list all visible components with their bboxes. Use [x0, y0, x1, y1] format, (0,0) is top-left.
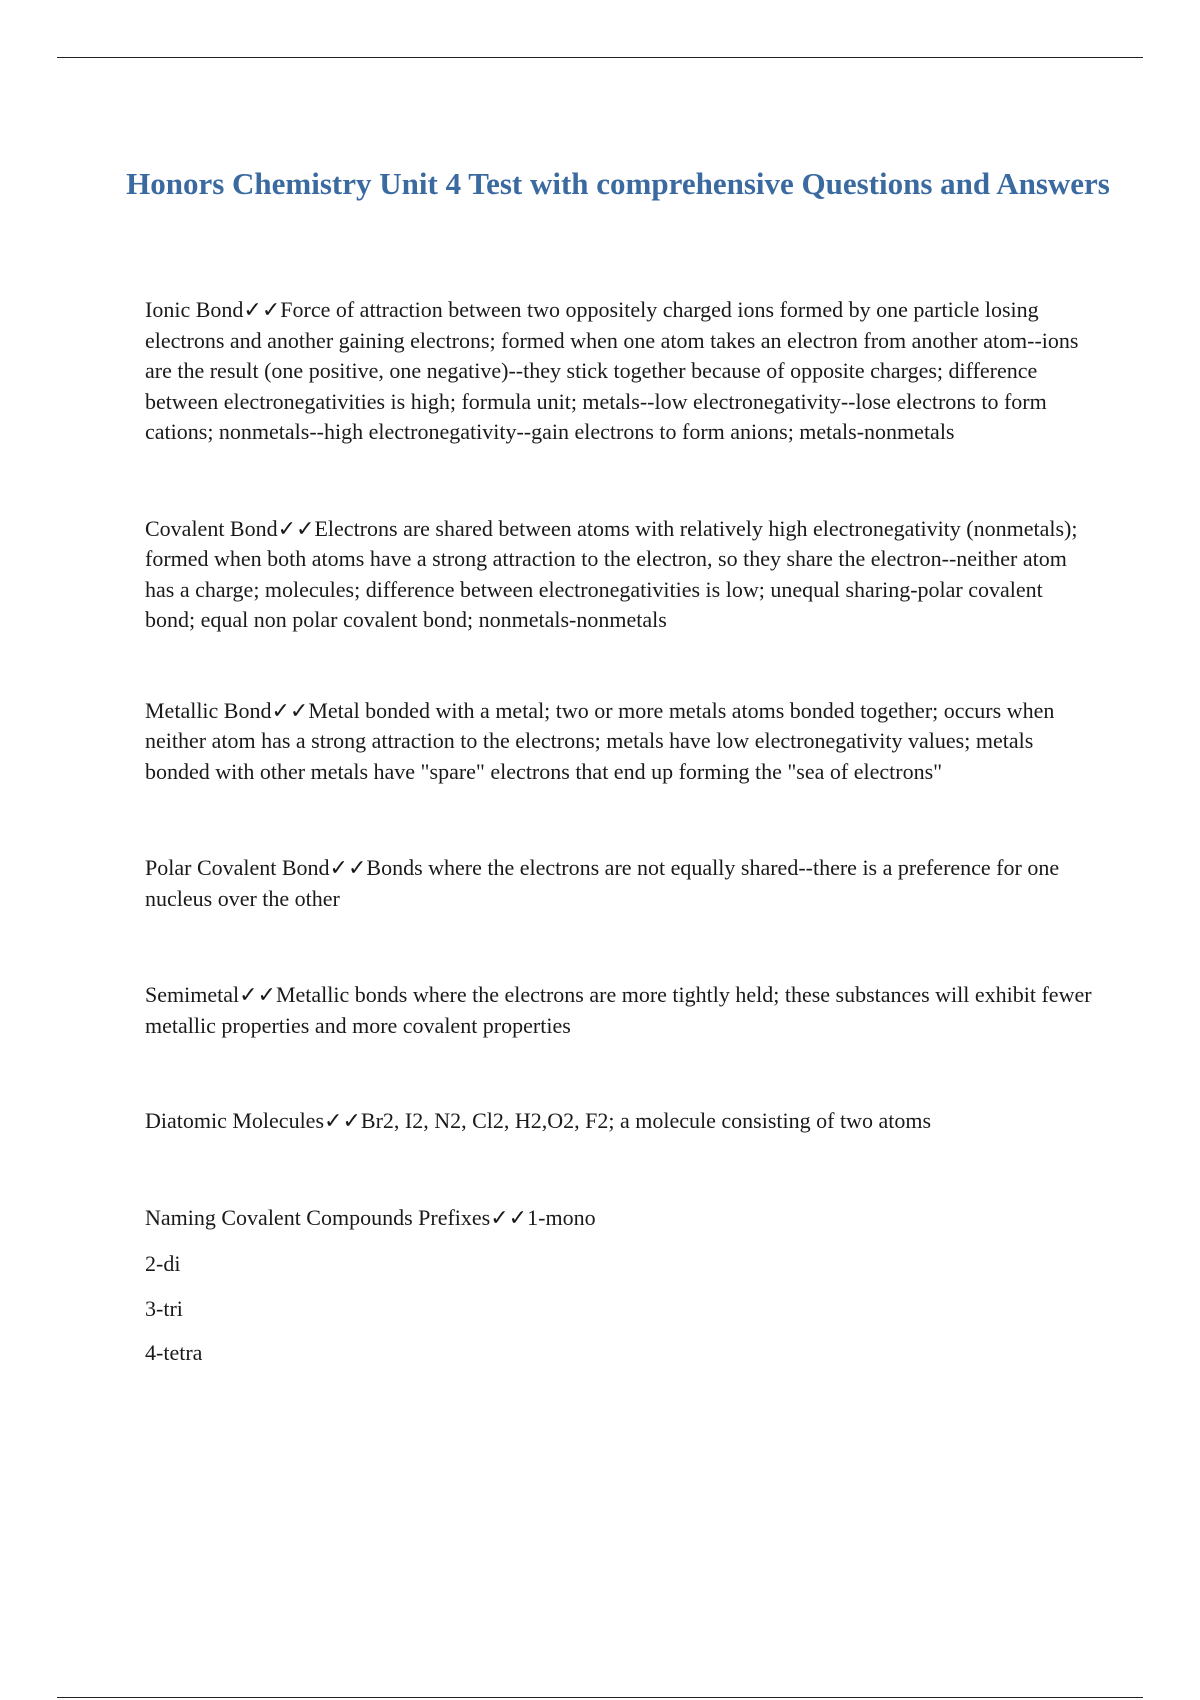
entry-semimetal [145, 980, 1095, 1041]
entry-diatomic-molecules [145, 1106, 1095, 1137]
entry-definition: Electrons are shared between atoms with relatively high electronegativity (nonmetals); formed when both atoms have a strong attraction to the electron, so they share the electron--neither atom has a charge; molecules; difference between electronegativities is low; unequal sharing-polar covalent bond; equal non polar covalent bond; nonmetals-nonmetals [145, 515, 1078, 632]
prefix-line: 4-tetra [145, 1340, 203, 1365]
check-icon: ✓✓ [243, 297, 281, 322]
entry-term: Ionic Bond [145, 297, 244, 322]
footer-rule [57, 1697, 1143, 1698]
check-icon: ✓✓ [324, 1108, 361, 1133]
prefix-line: 3-tri [145, 1295, 183, 1321]
entry-naming-prefixes [145, 1203, 1095, 1234]
entry-polar-covalent-bond [145, 853, 1095, 914]
entry-term: Diatomic Molecules [145, 1108, 325, 1133]
entry-term: Covalent Bond [145, 515, 278, 541]
entry-definition: Br2, I2, N2, Cl2, H2,O2, F2; a molecule consisting of two atoms [360, 1108, 932, 1133]
entry-definition: 1-mono [527, 1204, 596, 1230]
entry-term: Polar Covalent Bond [145, 855, 330, 880]
check-icon: ✓✓ [329, 855, 367, 880]
entry-definition: Metallic bonds where the electrons are more tightly held; these substances will exhibit fewer metallic properties and more covalent properties [145, 982, 1092, 1038]
entry-definition: Force of attraction between two oppositely charged ions formed by one particle losing electrons and another gaining electrons; formed when one atom takes an electron from another atom--ions are the result (one positive, one negative)--they stick together because of opposite charges; difference between electronegativities is high; formula unit; metals--low electronegativity--lose electrons to form cations; nonmetals--high electronegativity--gain electrons to form anions; metals-nonmetals [145, 297, 1079, 444]
check-icon: ✓✓ [239, 982, 276, 1007]
entry-term: Metallic Bond [145, 697, 272, 723]
prefix-line: 2-di [145, 1251, 181, 1276]
entry-term: Semimetal [145, 982, 240, 1007]
header-rule [57, 57, 1143, 58]
check-icon: ✓✓ [277, 515, 315, 541]
check-icon: ✓✓ [271, 697, 309, 723]
entry-metallic-bond [145, 696, 1095, 788]
entry-definition: Bonds where the electrons are not equally shared--there is a preference for one nucleus over the other [145, 855, 1060, 911]
entry-covalent-bond [145, 514, 1095, 636]
entry-ionic-bond [145, 295, 1095, 448]
entry-term: Naming Covalent Compounds Prefixes [145, 1204, 491, 1230]
document-title: Honors Chemistry Unit 4 Test with comprehensive Questions and Answers [126, 166, 1110, 201]
entries-list [145, 295, 1095, 1383]
entry-definition: Metal bonded with a metal; two or more metals atoms bonded together; occurs when neither atom has a strong attraction to the electrons; metals have low electronegativity values; metals bonded with other metals have "spare" electrons that end up forming the "sea of electrons" [145, 697, 1055, 784]
check-icon: ✓✓ [490, 1204, 528, 1230]
